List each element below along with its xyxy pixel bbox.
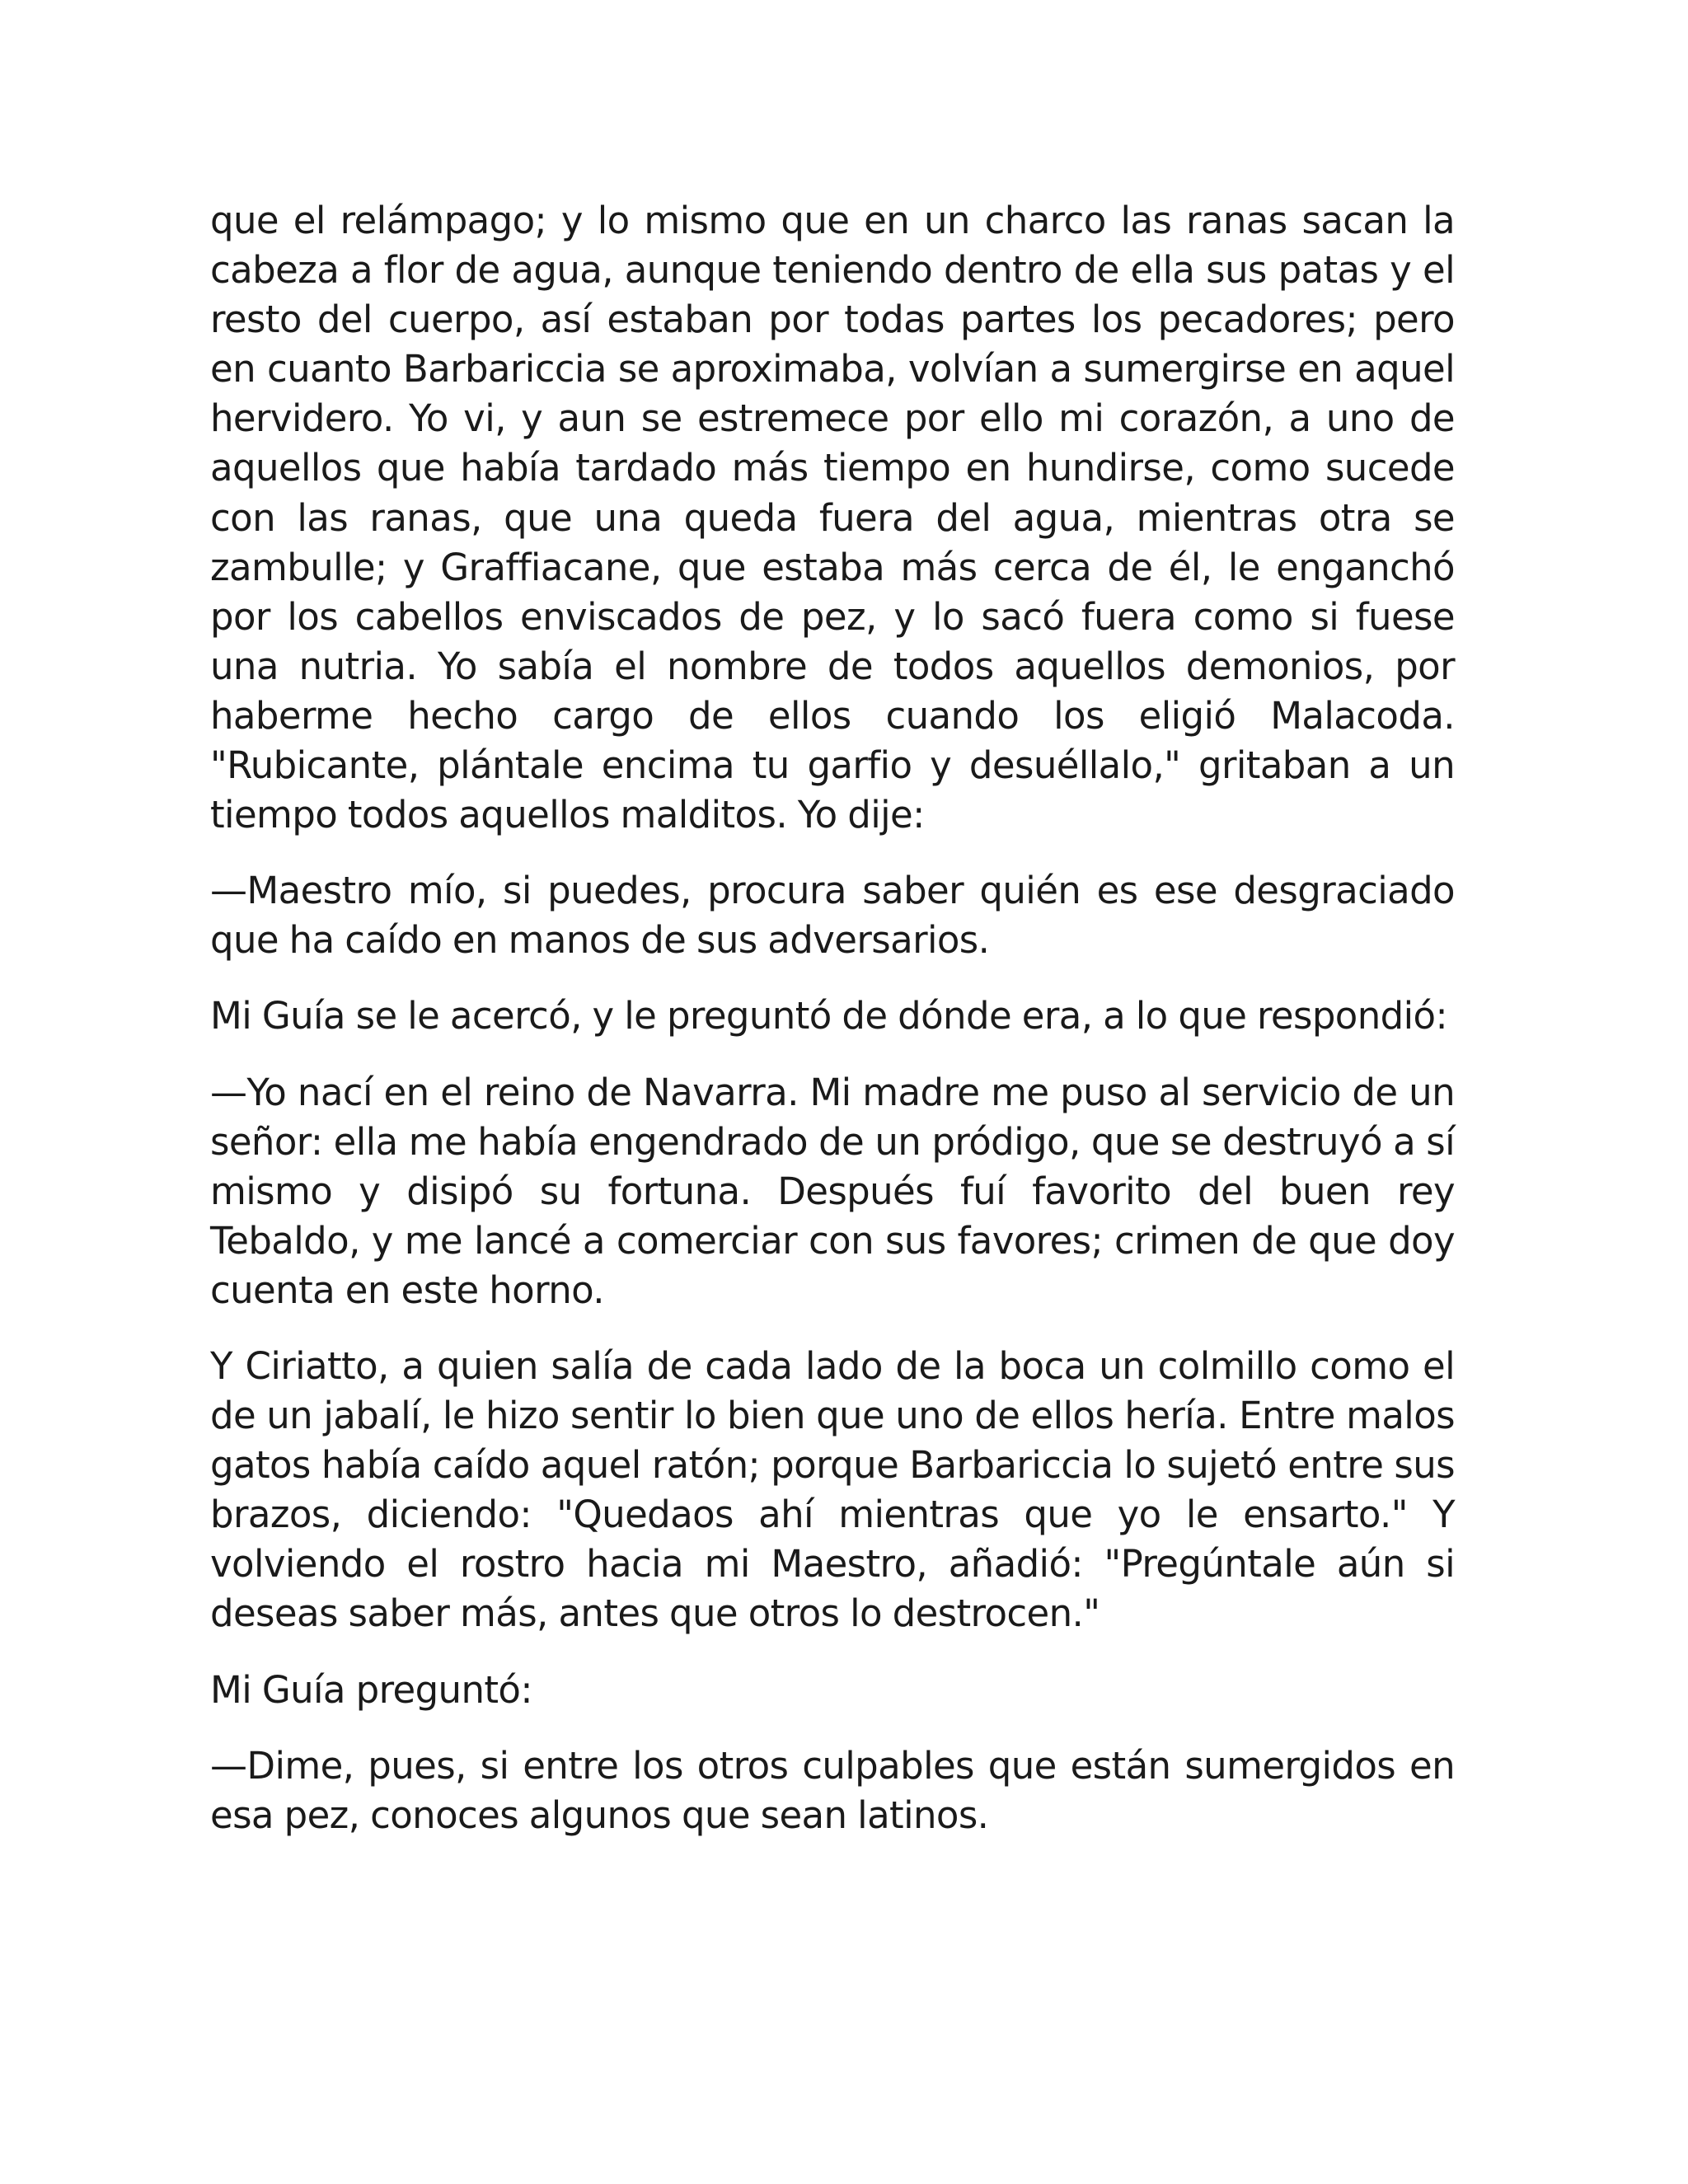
document-page — [210, 196, 1455, 1867]
paragraph: que el relámpago; y lo mismo que en un charco las ranas sacan la cabeza a flor de agua, aunque teniendo dentro de ella sus patas y el resto del cuerpo, así estaban por todas partes los pecadores; pero en cuanto Barbariccia se aproximaba, volvían a sumergirse en aquel hervidero. Yo vi, y aun se estremece por ello mi corazón, a uno de aquellos que había tardado más tiempo en hundirse, como sucede con las ranas, que una queda fuera del agua, mientras otra se zambulle; y Graffiacane, que estaba más cerca de él, le enganchó por los cabellos enviscados de pez, y lo sacó fuera como si fuese una nutria. Yo sabía el nombre de todos aquellos demonios, por haberme hecho cargo de ellos cuando los eligió Malacoda. "Rubicante, plántale encima tu garfio y desuéllalo," gritaban a un tiempo todos aquellos malditos. Yo dije: — [210, 199, 1455, 837]
paragraph: Y Ciriatto, a quien salía de cada lado de la boca un colmillo como el de un jabalí, le hizo sentir lo bien que uno de ellos hería. Entre malos gatos había caído aquel ratón; porque Barbariccia lo sujetó entre sus brazos, diciendo: "Quedaos ahí mientras que yo le ensarto." Y volviendo el rostro hacia mi Maestro, añadió: "Pregúntale aún si deseas saber más, antes que otros lo destrocen." — [210, 1343, 1455, 1636]
paragraph: —Maestro mío, si puedes, procura saber quién es ese desgraciado que ha caído en manos de sus adversarios. — [210, 869, 1455, 963]
paragraph: —Dime, pues, si entre los otros culpables que están sumergidos en esa pez, conoces algunos que sean latinos. — [210, 1743, 1455, 1837]
paragraph: Mi Guía se le acercó, y le preguntó de dónde era, a lo que respondió: — [210, 994, 1448, 1038]
paragraph: Mi Guía preguntó: — [210, 1667, 532, 1712]
paragraph: —Yo nací en el reino de Navarra. Mi madre me puso al servicio de un señor: ella me había engendrado de un pródigo, que se destruyó a sí mismo y disipó su fortuna. Después fuí favorito del buen rey Tebaldo, y me lancé a comerciar con sus favores; crimen de que doy cuenta en este horno. — [210, 1070, 1455, 1312]
